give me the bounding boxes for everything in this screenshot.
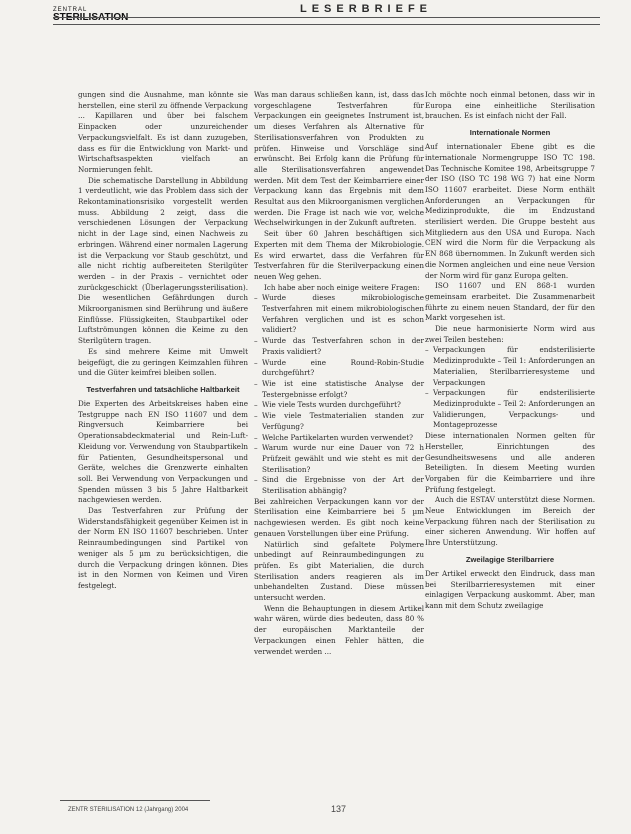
footer-rule bbox=[60, 800, 210, 801]
paragraph: Ich habe aber noch einige weitere Fragen: bbox=[264, 282, 420, 292]
section-heading: Zweilagige Sterilbarriere bbox=[465, 554, 555, 564]
list-item: – Sind die Ergebnisse von der Art der Sterilisation abhängig? bbox=[262, 475, 424, 496]
question-list bbox=[254, 293, 424, 496]
paragraph: Die schematische Darstellung in Abbildung 1 verdeutlicht, wie das Problem dass sich der Rekontaminationsrisiko vorgestellt werden muss. Abbildung 2 zeigt, dass die verschiedenen Lösungen der Verpackung nicht in der Lage sind, einen Nachweis zu erbringen. Während einer normalen Lagerung ist die Verpackung vor Staub geschützt, und alle nicht richtig aufbereiteten Sterilgüter werden – in der Praxis – vernichtet oder zurückgeschickt (Überlagerungssterilisation). Die wesentlichen Gefährdungen durch Mikroorganismen sind Berührung und äußere Einflüsse. Flüssigkeiten, Staubpartikel oder Luftströmungen können die Keime zu den Sterilgütern tragen. bbox=[78, 175, 248, 346]
paragraph: Was man daraus schließen kann, ist, dass das vorgeschlagene Testverfahren für Verpackungen ein geeignetes Instrument ist, um dieses Verfahren als Alternative für Sterilisationsverfahren von Produkten zu prüfen. Hinweise und Vorschläge sind erwünscht. Bei Erfolg kann die Prüfung für alle Sterilisationsverfahren angewendet werden. Mit dem Test der Keimbarriere einer Verpackung kann das Ergebnis mit dem Resultat aus den Mikroorganismen verglichen werden. Die Frage ist nach wie vor, welche Wechselwirkungen in der Zukunft auftreten. bbox=[254, 90, 424, 228]
list-item: – Wie viele Testmaterialien standen zur Verfügung? bbox=[262, 411, 424, 432]
list-item: – Wurde das Testverfahren schon in der Praxis validiert? bbox=[262, 336, 424, 357]
header-rule-lower bbox=[53, 24, 600, 25]
paragraph: ISO 11607 und EN 868-1 wurden gemeinsam erarbeitet. Die Zusammenarbeit führte zu einem neuen Standard, der für den Markt vorgesehen ist. bbox=[425, 281, 595, 323]
journal-logo bbox=[53, 6, 128, 22]
paragraph: Natürlich sind gefaltete Polymere unbedingt auf Reinraumbedingungen zu prüfen. Es gibt Materialien, die durch Sterilisation anders reagieren als im unbehandelten Zustand. Diese müssen untersucht werden. bbox=[254, 539, 424, 603]
section-heading: Testverfahren und tatsächliche Haltbarkeit bbox=[86, 384, 240, 394]
column-right bbox=[425, 90, 595, 612]
logo-top: ZENTRAL bbox=[53, 7, 88, 13]
paragraph: gungen sind die Ausnahme, man könnte sie herstellen, eine steril zu öffnende Verpackung ... Kapillaren und über bei falschem Einpacken oder unzureichender Verpackungsvielfalt. Es ist dann zuzugeben, dass es für die Entwicklung von Markt- und Wirtschaftsaspekten vielfach an Normierungen fehlt. bbox=[78, 90, 248, 174]
paragraph: Wenn die Behauptungen in diesem Artikel wahr wären, würde dies bedeuten, dass 80 % der europäischen Marktanteile der Verpackungen einen Fehler hätten, die verwendet werden ... bbox=[254, 603, 424, 656]
list-item: – Wie viele Tests wurden durchgeführt? bbox=[262, 400, 424, 411]
norm-list bbox=[425, 345, 595, 431]
section-heading: Internationale Normen bbox=[469, 128, 551, 138]
list-item: – Warum wurde nur eine Dauer von 72 h Prüfzeit gewählt und wie steht es mit der Sterilisation? bbox=[262, 443, 424, 475]
header-rule bbox=[53, 17, 600, 18]
paragraph: Bei zahlreichen Verpackungen kann vor der Sterilisation eine Keimbarriere bei 5 µm nachgewiesen werden. Es gibt noch keine genauen Vorstellungen über eine Prüfung. bbox=[254, 496, 424, 538]
list-item: – Verpackungen für endsterilisierte Medizinprodukte – Teil 1: Anforderungen an Materialien, Sterilbarrieresysteme und Verpackungen bbox=[433, 345, 595, 388]
paragraph: Die neue harmonisierte Norm wird aus zwei Teilen bestehen: bbox=[425, 324, 595, 344]
list-item: – Welche Partikelarten wurden verwendet? bbox=[262, 433, 424, 444]
list-item: – Wurde dieses mikrobiologische Testverfahren mit einem mikrobiologischen Verfahren verglichen und ist es schon validiert? bbox=[262, 293, 424, 336]
paragraph: Auf internationaler Ebene gibt es die internationale Normengruppe ISO TC 198. Das Technische Komitee 198, Arbeitsgruppe 7 der ISO (ISO TC 198 WG 7) hat eine Norm ISO 11607 erarbeitet. Diese Norm enthält Anforderungen an Verpackungen für Medizinprodukte, die im Endzustand sterilisiert werden. Die Gruppe besteht aus Mitgliedern aus den USA und Europa. Nach CEN wird die Norm für die Verpackung als EN 868 übernommen. In Zukunft werden sich die Normen angleichen und eine neue Version der Norm wird für ganz Europa gelten. bbox=[425, 142, 595, 280]
paragraph: Die Experten des Arbeitskreises haben eine Testgruppe nach EN ISO 11607 und dem Ringversuch Keimbarriere bei Operationsabdeckmaterial und Rein-Luft-Kleidung vor. Verwendung von Staubpartikeln für Patienten, Gesundheitspersonal und Geräte, welches die Grenzwerte einhalten soll. Bei Verwendung von Verpackungen und Spenden müssen 3 bis 5 Jahre Haltbarkeit nachgewiesen werden. bbox=[78, 398, 248, 505]
paragraph: Das Testverfahren zur Prüfung der Widerstandsfähigkeit gegenüber Keimen ist in der Norm EN ISO 11607 beschrieben. Unter Reinraumbedingungen sind Partikel von weniger als 5 µm zu berücksichtigen, die durch die Verpackung dringen können. Dies ist in den Normen von Keimen und Viren festgelegt. bbox=[78, 506, 248, 590]
list-item: – Verpackungen für endsterilisierte Medizinprodukte – Teil 2: Anforderungen an Validierungen, Verpackungs- und Montageprozesse bbox=[433, 388, 595, 431]
list-item: – Wie ist eine statistische Analyse der Testergebnisse erfolgt? bbox=[262, 379, 424, 400]
paragraph: Seit über 60 Jahren beschäftigen sich Experten mit dem Thema der Mikrobiologie. Es wird erwartet, dass die Verfahren für Testverfahren für die Sterilverpackung einen neuen Weg gehen. bbox=[254, 229, 424, 281]
footer-journal: ZENTR STERILISATION 12 (Jahrgang) 2004 bbox=[68, 807, 189, 813]
column-left bbox=[78, 90, 248, 592]
paragraph: Es sind mehrere Keime mit Umwelt beigefügt, die zu geringen Keimzahlen führen und die Güter keimfrei bleiben sollen. bbox=[78, 346, 248, 378]
page-number: 137 bbox=[331, 804, 347, 814]
column-middle bbox=[254, 90, 424, 657]
paragraph: Ich möchte noch einmal betonen, dass wir in Europa eine einheitliche Sterilisation brauchen. Es ist einfach nicht der Fall. bbox=[425, 90, 595, 121]
section-title: LESERBRIEFE bbox=[300, 3, 433, 15]
paragraph: Der Artikel erweckt den Eindruck, dass man bei Sterilbarrieresystemen mit einer einlagigen Verpackung auskommt. Aber, man kann mit dem Schutz zweilagige bbox=[425, 568, 595, 610]
paragraph: Auch die ESTAV unterstützt diese Normen. Neue Entwicklungen im Bereich der Verpackung führen nach der Sterilisation zu einer sicheren Anwendung. Wir hoffen auf Ihre Unterstützung. bbox=[425, 495, 595, 548]
list-item: – Wurde eine Round-Robin-Studie durchgeführt? bbox=[262, 358, 424, 379]
paragraph: Diese internationalen Normen gelten für Hersteller, Einrichtungen des Gesundheitswesens und alle anderen Beteiligten. In diesem Meeting wurden Vorgaben für die Keimbarriere und ihre Prüfung festgelegt. bbox=[425, 431, 595, 494]
